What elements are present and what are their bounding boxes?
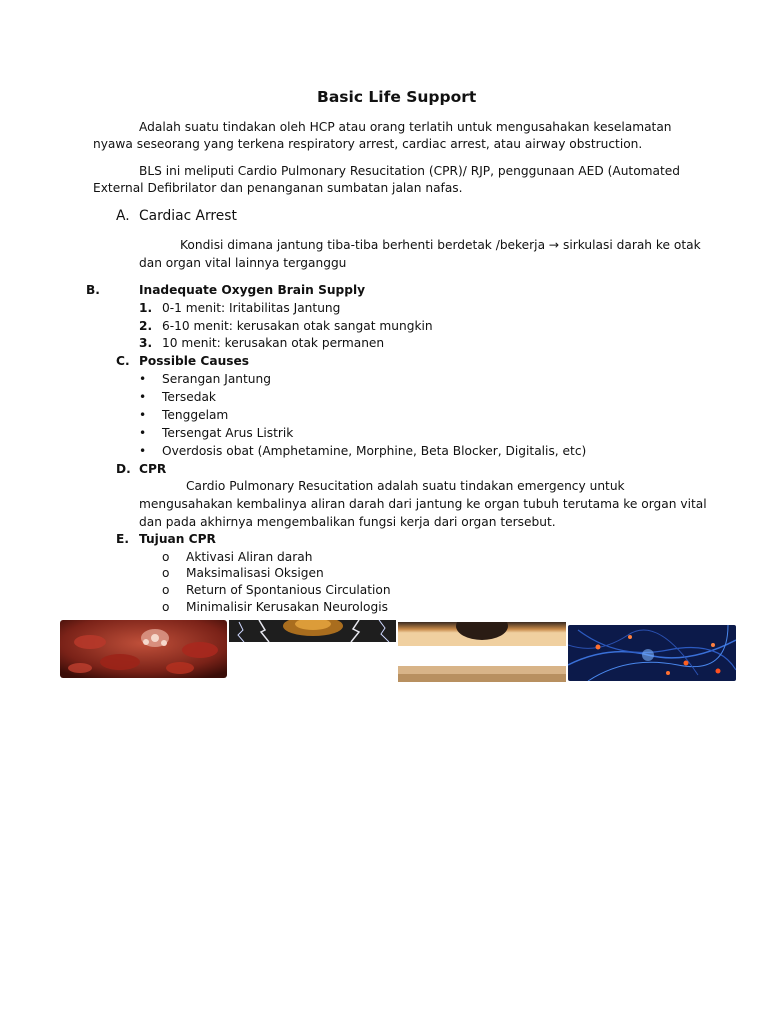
list-number: 3.	[139, 336, 153, 350]
bullet: •	[139, 408, 147, 422]
section-d-heading: CPR	[139, 462, 167, 476]
intro-paragraph-1-line-1: Adalah suatu tindakan oleh HCP atau orang terlatih untuk mengusahakan keselamatan	[139, 120, 672, 134]
list-item: Tersedak	[162, 390, 216, 404]
section-d-text-line-3: dan pada akhirnya mengembalikan fungsi kerja dari organ tersebut.	[139, 515, 556, 529]
section-a-text-line-2: dan organ vital lainnya terganggu	[139, 256, 347, 270]
list-item: Maksimalisasi Oksigen	[186, 566, 324, 580]
list-item: Overdosis obat (Amphetamine, Morphine, Beta Blocker, Digitalis, etc)	[162, 444, 587, 458]
section-d-marker: D.	[116, 462, 131, 476]
bullet: o	[162, 566, 170, 580]
list-item: Aktivasi Aliran darah	[186, 550, 313, 564]
section-b-marker: B.	[86, 283, 100, 297]
blood-cells-image	[60, 620, 227, 678]
section-d-text-line-2: mengusahakan kembalinya aliran darah dari jantung ke organ tubuh terutama ke organ vital	[139, 497, 707, 511]
list-item: 0-1 menit: Iritabilitas Jantung	[162, 301, 341, 315]
section-e-heading: Tujuan CPR	[139, 532, 216, 546]
neurons-image	[568, 625, 736, 681]
section-d-text-line-1: Cardio Pulmonary Resucitation adalah suatu tindakan emergency untuk	[186, 479, 625, 493]
list-item: 6-10 menit: kerusakan otak sangat mungkin	[162, 319, 433, 333]
intro-paragraph-2-line-2: External Defibrilator dan penanganan sumbatan jalan nafas.	[93, 181, 463, 195]
intro-paragraph-1-line-2: nyawa seseorang yang terkena respiratory arrest, cardiac arrest, atau airway obstruction.	[93, 137, 643, 151]
section-a-heading: Cardiac Arrest	[139, 208, 237, 224]
list-item: Minimalisir Kerusakan Neurologis	[186, 600, 388, 614]
section-a-text-line-1: Kondisi dimana jantung tiba-tiba berhenti berdetak /bekerja → sirkulasi darah ke otak	[180, 238, 701, 252]
list-number: 2.	[139, 319, 153, 333]
bullet: •	[139, 372, 147, 386]
bullet: o	[162, 550, 170, 564]
bullet: o	[162, 583, 170, 597]
bullet: •	[139, 390, 147, 404]
section-c-heading: Possible Causes	[139, 354, 250, 368]
bullet: •	[139, 444, 147, 458]
list-item: Serangan Jantung	[162, 372, 271, 386]
sunset-image	[398, 622, 566, 682]
section-e-marker: E.	[116, 532, 129, 546]
section-a-marker: A.	[116, 208, 130, 224]
list-item: Tersengat Arus Listrik	[162, 426, 294, 440]
list-item: Return of Spontanious Circulation	[186, 583, 391, 597]
list-number: 1.	[139, 301, 153, 315]
lightning-heart-image	[229, 620, 396, 642]
section-c-marker: C.	[116, 354, 130, 368]
bullet: o	[162, 600, 170, 614]
intro-paragraph-2-line-1: BLS ini meliputi Cardio Pulmonary Resucitation (CPR)/ RJP, penggunaan AED (Automated	[139, 164, 681, 178]
list-item: 10 menit: kerusakan otak permanen	[162, 336, 385, 350]
section-b-heading: Inadequate Oxygen Brain Supply	[139, 283, 366, 297]
list-item: Tenggelam	[162, 408, 229, 422]
bullet: •	[139, 426, 147, 440]
page-title: Basic Life Support	[317, 88, 477, 106]
